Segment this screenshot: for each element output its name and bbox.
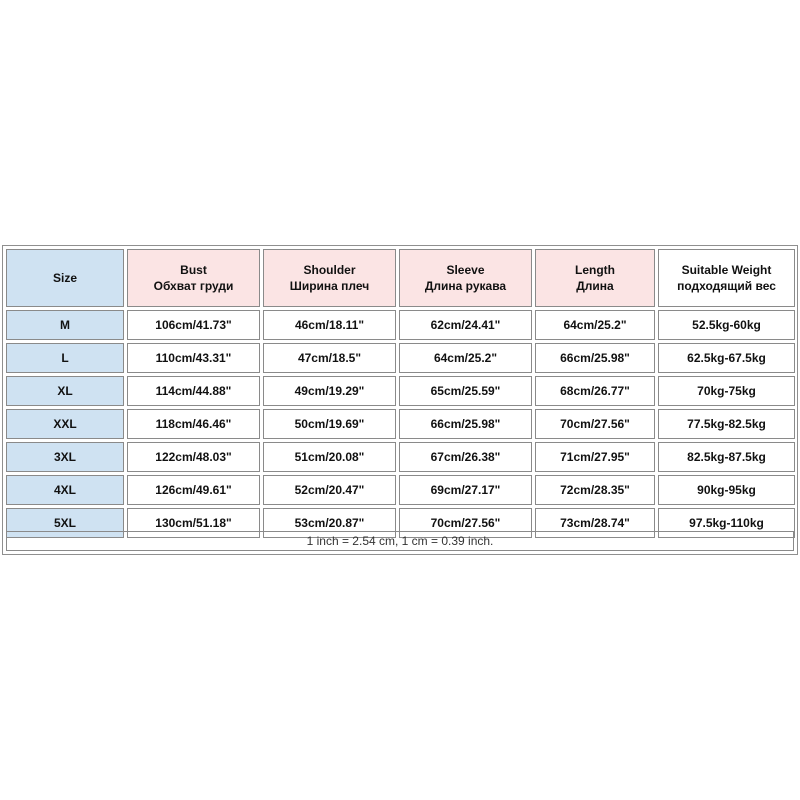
header-shoulder: [263, 249, 396, 307]
sleeve-cell: 69cm/27.17": [399, 475, 532, 505]
length-cell: 72cm/28.35": [535, 475, 655, 505]
header-row: [6, 249, 795, 307]
weight-cell: 70kg-75kg: [658, 376, 795, 406]
length-cell: 73cm/28.74": [535, 508, 655, 538]
bust-cell: 130cm/51.18": [127, 508, 260, 538]
size-cell: M: [6, 310, 124, 340]
header-weight: [658, 249, 795, 307]
bust-cell: 122cm/48.03": [127, 442, 260, 472]
shoulder-cell: 52cm/20.47": [263, 475, 396, 505]
header-length-ru: Длина: [576, 279, 614, 293]
header-sleeve: [399, 249, 532, 307]
length-cell: 64cm/25.2": [535, 310, 655, 340]
length-cell: 66cm/25.98": [535, 343, 655, 373]
length-cell: 71cm/27.95": [535, 442, 655, 472]
header-length: [535, 249, 655, 307]
bust-cell: 114cm/44.88": [127, 376, 260, 406]
table-row: [6, 475, 795, 505]
header-bust: [127, 249, 260, 307]
sleeve-cell: 67cm/26.38": [399, 442, 532, 472]
weight-cell: 62.5kg-67.5kg: [658, 343, 795, 373]
shoulder-cell: 51cm/20.08": [263, 442, 396, 472]
header-sleeve-ru: Длина рукава: [424, 279, 507, 293]
length-cell: 68cm/26.77": [535, 376, 655, 406]
bust-cell: 126cm/49.61": [127, 475, 260, 505]
header-weight-en: Suitable Weight: [681, 263, 772, 277]
size-cell: XL: [6, 376, 124, 406]
size-cell: 4XL: [6, 475, 124, 505]
header-bust-ru: Обхват груди: [153, 279, 234, 293]
sleeve-cell: 65cm/25.59": [399, 376, 532, 406]
header-size-label: Size: [52, 271, 77, 285]
table-row: [6, 376, 795, 406]
table-row: [6, 442, 795, 472]
header-shoulder-en: Shoulder: [303, 263, 356, 277]
weight-cell: 52.5kg-60kg: [658, 310, 795, 340]
length-cell: 70cm/27.56": [535, 409, 655, 439]
table-row: [6, 310, 795, 340]
header-weight-ru: подходящий вес: [677, 279, 776, 293]
sleeve-cell: 64cm/25.2": [399, 343, 532, 373]
size-chart: [2, 245, 798, 555]
size-cell: 5XL: [6, 508, 124, 538]
sleeve-cell: 66cm/25.98": [399, 409, 532, 439]
table-row: [6, 343, 795, 373]
size-cell: 3XL: [6, 442, 124, 472]
size-cell: L: [6, 343, 124, 373]
weight-cell: 97.5kg-110kg: [658, 508, 795, 538]
bust-cell: 110cm/43.31": [127, 343, 260, 373]
size-table: [3, 246, 798, 541]
header-bust-en: Bust: [180, 263, 207, 277]
header-size: [6, 249, 124, 307]
bust-cell: 106cm/41.73": [127, 310, 260, 340]
sleeve-cell: 70cm/27.56": [399, 508, 532, 538]
weight-cell: 82.5kg-87.5kg: [658, 442, 795, 472]
weight-cell: 90kg-95kg: [658, 475, 795, 505]
header-length-en: Length: [575, 263, 615, 277]
header-shoulder-ru: Ширина плеч: [289, 279, 370, 293]
sleeve-cell: 62cm/24.41": [399, 310, 532, 340]
header-sleeve-en: Sleeve: [446, 263, 485, 277]
shoulder-cell: 47cm/18.5": [263, 343, 396, 373]
shoulder-cell: 46cm/18.11": [263, 310, 396, 340]
shoulder-cell: 50cm/19.69": [263, 409, 396, 439]
shoulder-cell: 49cm/19.29": [263, 376, 396, 406]
table-row: [6, 409, 795, 439]
bust-cell: 118cm/46.46": [127, 409, 260, 439]
shoulder-cell: 53cm/20.87": [263, 508, 396, 538]
size-cell: XXL: [6, 409, 124, 439]
conversion-note: 1 inch = 2.54 cm, 1 cm = 0.39 inch.: [6, 531, 794, 551]
weight-cell: 77.5kg-82.5kg: [658, 409, 795, 439]
